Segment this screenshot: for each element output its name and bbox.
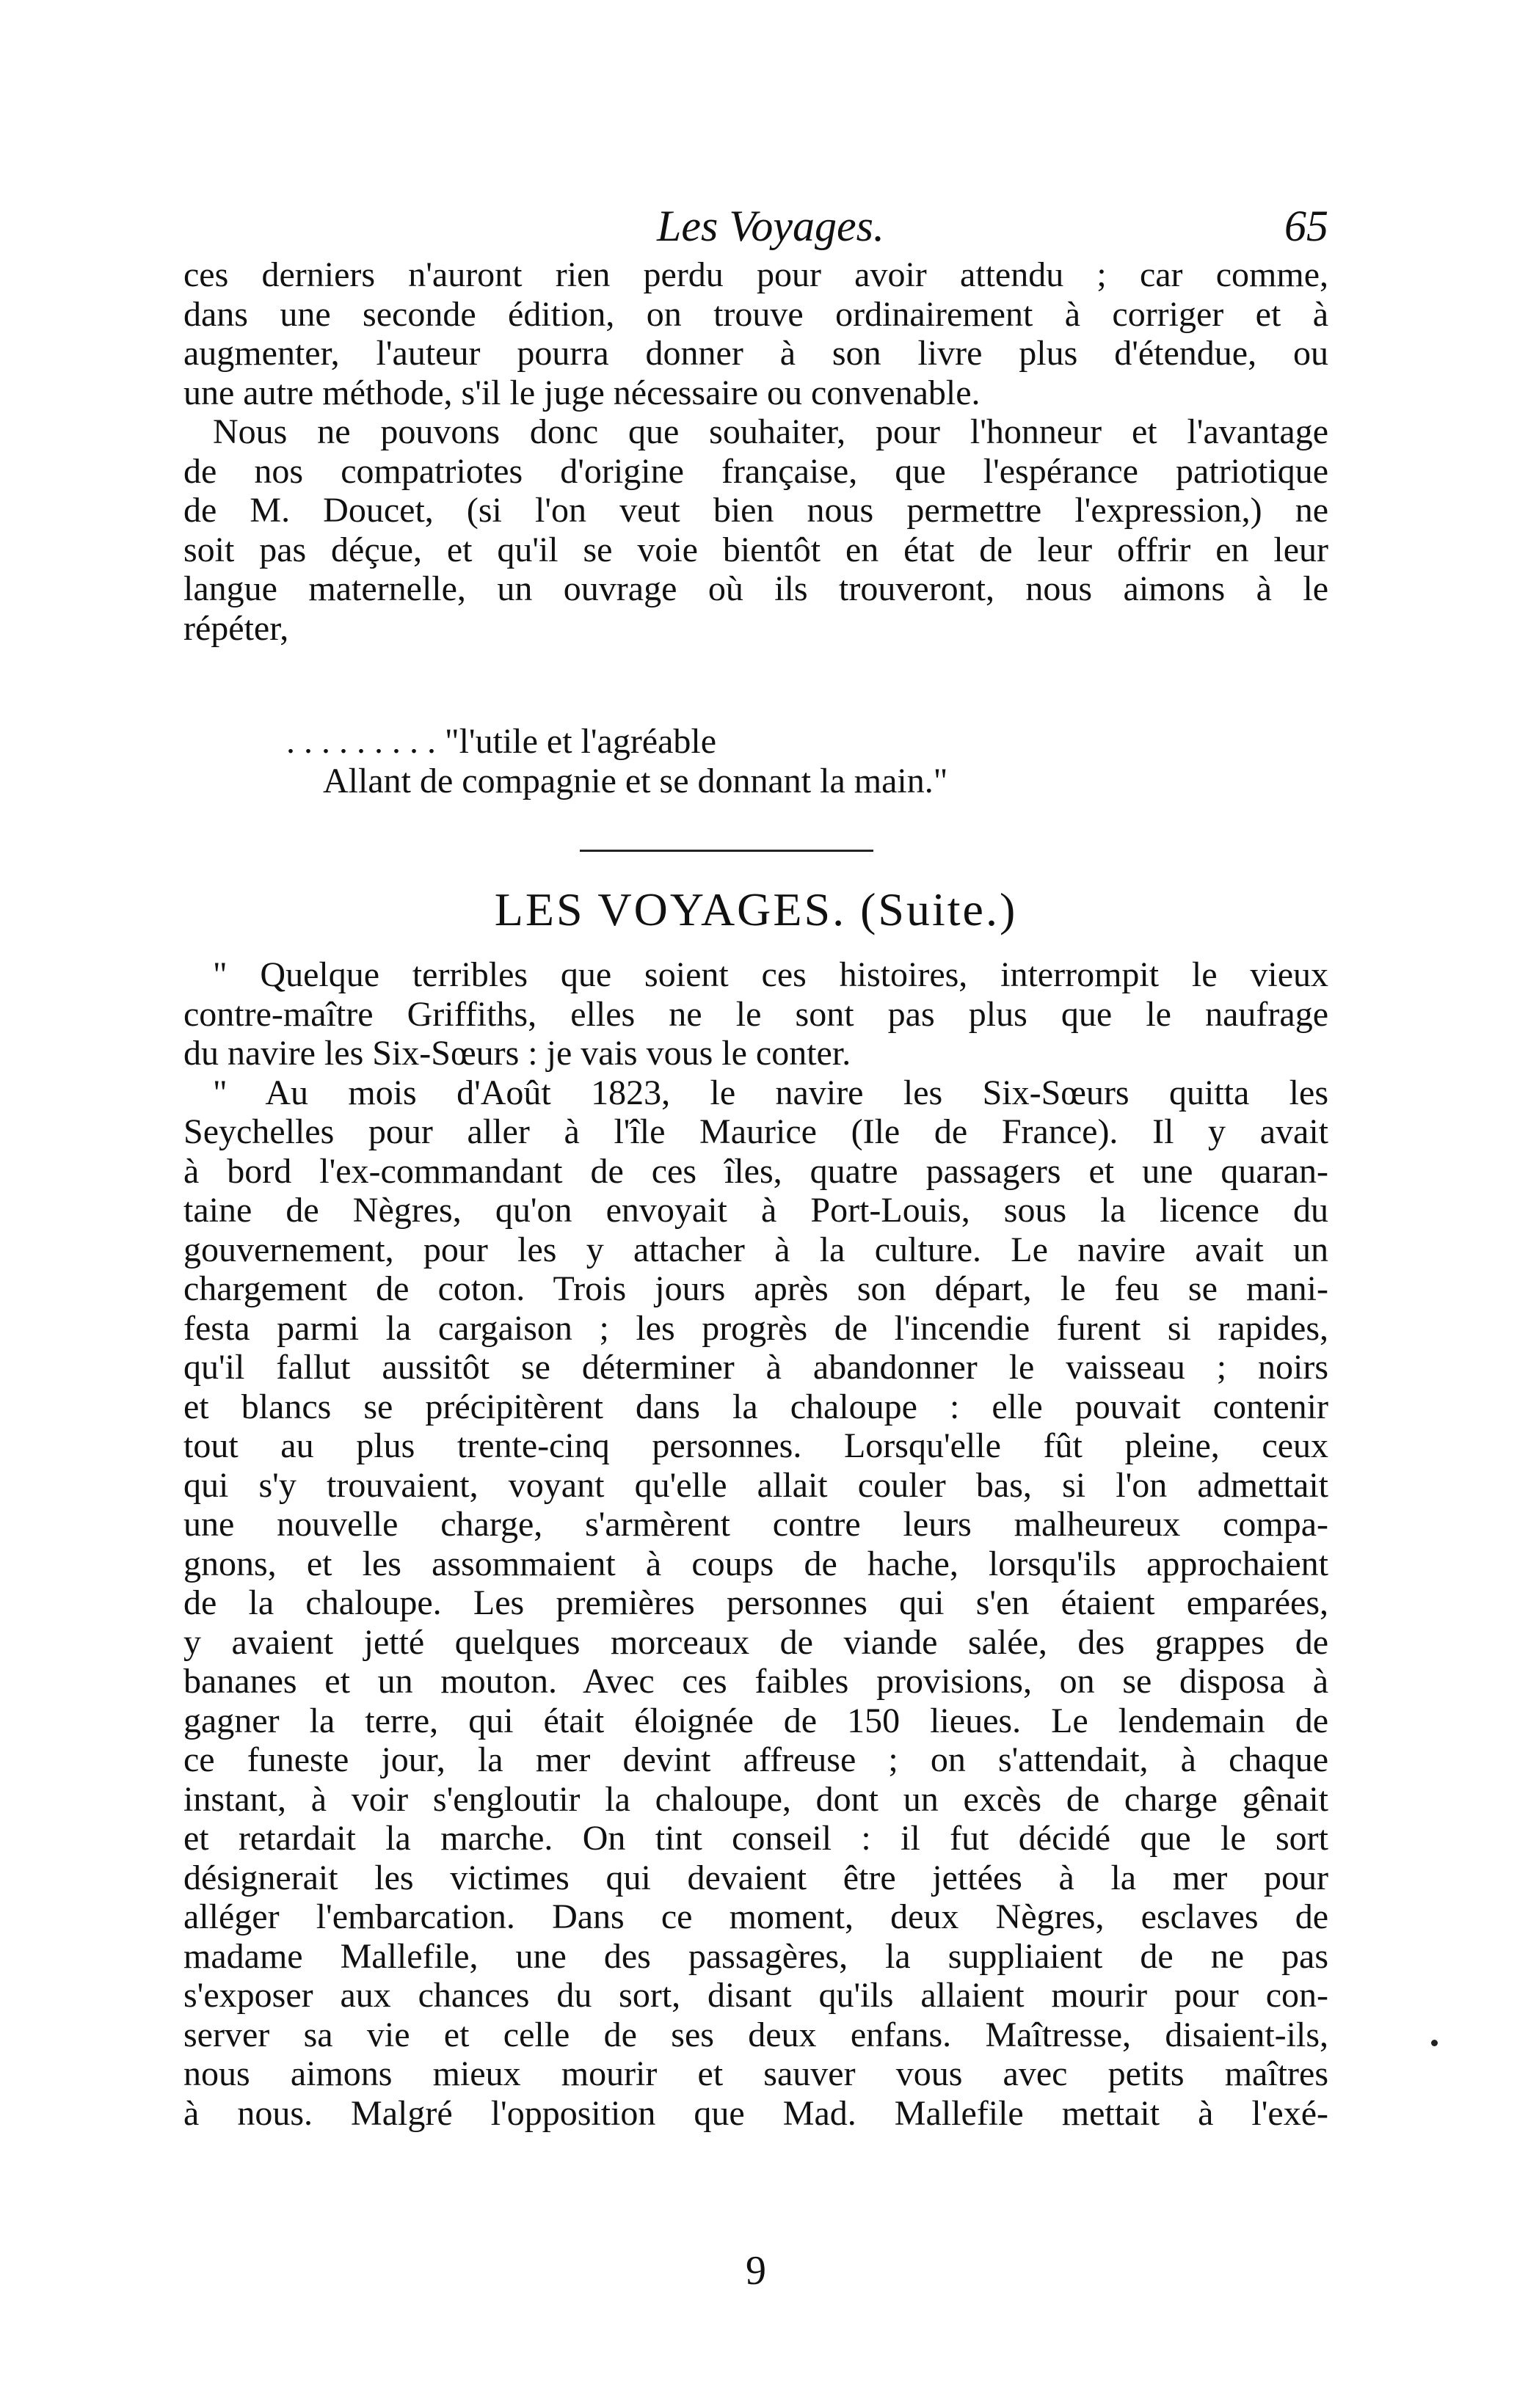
text-line: " Au mois d'Août 1823, le navire les Six-Sœurs quitta les xyxy=(213,1073,1328,1112)
text-line: une nouvelle charge, s'armèrent contre leurs malheureux compa- xyxy=(183,1505,1328,1544)
text-line: dans une seconde édition, on trouve ordinairement à corriger et à xyxy=(183,294,1328,334)
text-line: festa parmi la cargaison ; les progrès de l'incendie furent si rapides, xyxy=(183,1308,1328,1348)
text-line: de nos compatriotes d'origine française, que l'espérance patriotique xyxy=(183,451,1328,491)
text-line: server sa vie et celle de ses deux enfans. Maîtresse, disaient-ils, xyxy=(183,2015,1328,2054)
text-line: " Quelque terribles que soient ces histoires, interrompit le vieux xyxy=(213,955,1328,994)
text-line: contre-maître Griffiths, elles ne le sont pas plus que le naufrage xyxy=(183,994,1328,1034)
text-line: augmenter, l'auteur pourra donner à son livre plus d'étendue, ou xyxy=(183,334,1328,373)
text-line: y avaient jetté quelques morceaux de viande salée, des grappes de xyxy=(183,1622,1328,1662)
quote-line: . . . . . . . . . "l'utile et l'agréable xyxy=(286,722,717,761)
text-line: qui s'y trouvaient, voyant qu'elle allait couler bas, si l'on admettait xyxy=(183,1465,1328,1505)
text-line: chargement de coton. Trois jours après son départ, le feu se mani- xyxy=(183,1269,1328,1308)
running-head xyxy=(183,197,1328,255)
section-divider xyxy=(580,850,873,852)
verse-quote xyxy=(183,722,1328,800)
text-line: bananes et un mouton. Avec ces faibles provisions, on se disposa à xyxy=(183,1662,1328,1701)
text-line: gnons, et les assommaient à coups de hache, lorsqu'ils approchaient xyxy=(183,1544,1328,1583)
text-line: gagner la terre, qui était éloignée de 150 lieues. Le lendemain de xyxy=(183,1701,1328,1740)
text-line: ces derniers n'auront rien perdu pour avoir attendu ; car comme, xyxy=(183,255,1328,294)
text-line: et blancs se précipitèrent dans la chaloupe : elle pouvait contenir xyxy=(183,1387,1328,1426)
text-line: du navire les Six-Sœurs : je vais vous le conter. xyxy=(183,1034,851,1073)
text-line: Seychelles pour aller à l'île Maurice (Ile de France). Il y avait xyxy=(183,1112,1328,1151)
text-line: alléger l'embarcation. Dans ce moment, deux Nègres, esclaves de xyxy=(183,1897,1328,1936)
text-line: nous aimons mieux mourir et sauver vous avec petits maîtres xyxy=(183,2054,1328,2093)
text-line: gouvernement, pour les y attacher à la culture. Le navire avait un xyxy=(183,1230,1328,1269)
text-line: langue maternelle, un ouvrage où ils trouveront, nous aimons à le xyxy=(183,569,1328,608)
text-line: s'exposer aux chances du sort, disant qu'ils allaient mourir pour con- xyxy=(183,1976,1328,2015)
text-line: tout au plus trente-cinq personnes. Lorsqu'elle fût pleine, ceux xyxy=(183,1426,1328,1465)
text-line: taine de Nègres, qu'on envoyait à Port-Louis, sous la licence du xyxy=(183,1191,1328,1230)
intro-paragraphs xyxy=(183,255,1328,648)
text-line: instant, à voir s'engloutir la chaloupe, dont un excès de charge gênait xyxy=(183,1779,1328,1819)
ink-spot xyxy=(1431,2040,1438,2046)
text-line: Nous ne pouvons donc que souhaiter, pour l'honneur et l'avantage xyxy=(213,412,1328,451)
text-line: répéter, xyxy=(183,608,289,648)
text-line: soit pas déçue, et qu'il se voie bientôt en état de leur offrir en leur xyxy=(183,530,1328,569)
text-line: une autre méthode, s'il le juge nécessaire ou convenable. xyxy=(183,373,981,412)
running-title: Les Voyages. xyxy=(657,202,884,250)
text-line: ce funeste jour, la mer devint affreuse ; on s'attendait, à chaque xyxy=(183,1740,1328,1779)
text-line: à nous. Malgré l'opposition que Mad. Mallefile mettait à l'exé- xyxy=(183,2093,1328,2133)
main-story xyxy=(183,955,1328,2133)
text-line: à bord l'ex-commandant de ces îles, quatre passagers et une quaran- xyxy=(183,1151,1328,1191)
text-line: qu'il fallut aussitôt se déterminer à abandonner le vaisseau ; noirs xyxy=(183,1348,1328,1387)
text-line: et retardait la marche. On tint conseil : il fut décidé que le sort xyxy=(183,1819,1328,1858)
section-title: LES VOYAGES. (Suite.) xyxy=(494,883,1018,935)
text-line: désignerait les victimes qui devaient être jettées à la mer pour xyxy=(183,1858,1328,1897)
text-line: de M. Doucet, (si l'on veut bien nous permettre l'expression,) ne xyxy=(183,491,1328,530)
quote-line: Allant de compagnie et se donnant la main." xyxy=(323,761,948,800)
text-line: de la chaloupe. Les premières personnes qui s'en étaient emparées, xyxy=(183,1583,1328,1622)
page-number: 65 xyxy=(1284,202,1328,250)
text-line: madame Mallefile, une des passagères, la suppliaient de ne pas xyxy=(183,1936,1328,1976)
signature-mark: 9 xyxy=(746,2248,766,2294)
